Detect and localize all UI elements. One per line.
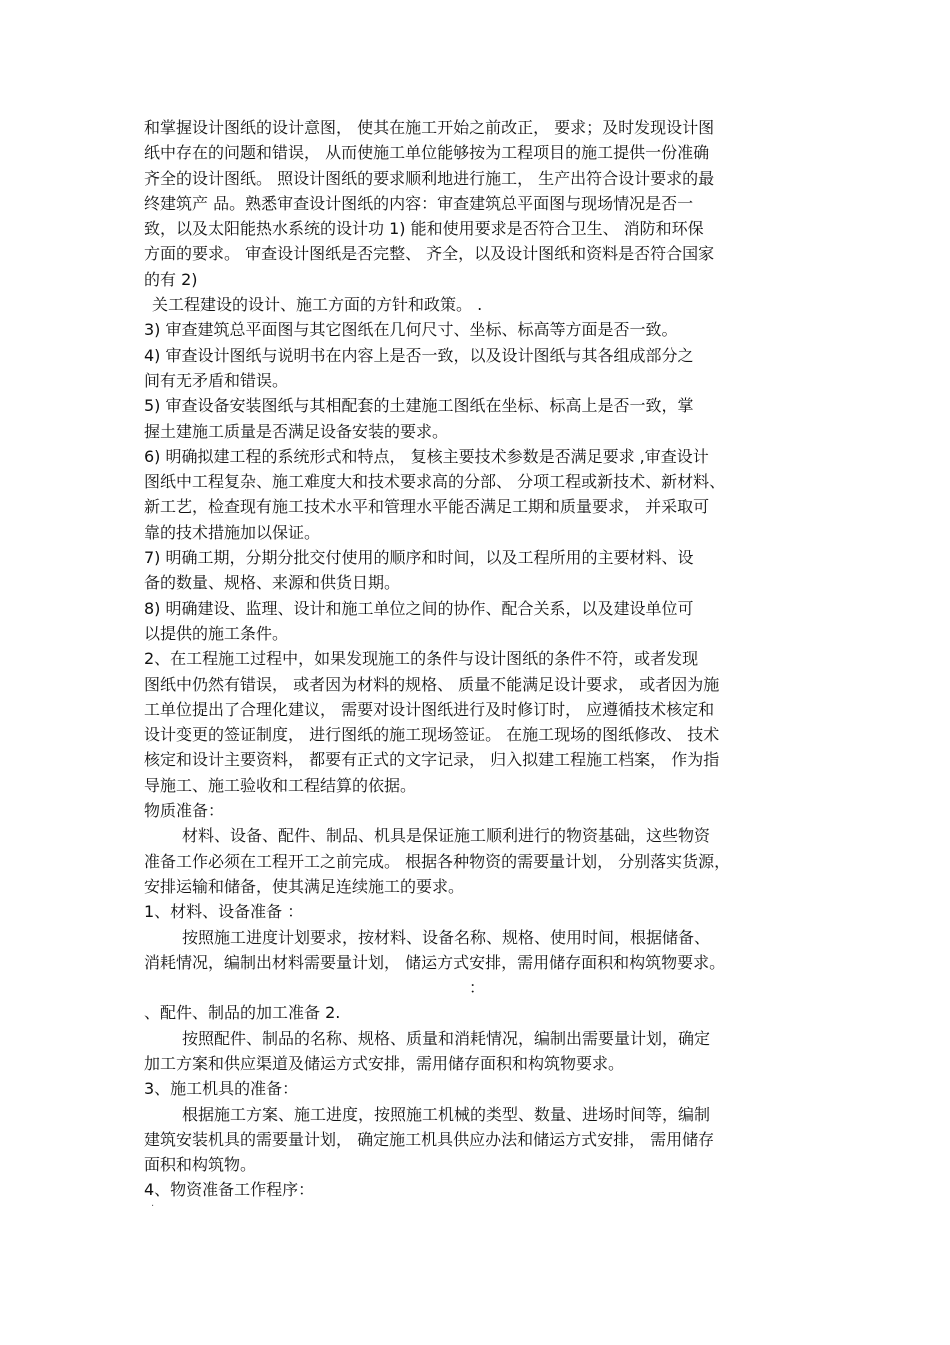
text-line: 建筑安装机具的需要量计划， 确定施工机具供应办法和储运方式安排， 需用储存 (144, 1129, 715, 1149)
text-line: 间有无矛盾和错误。 (144, 370, 289, 390)
text-line: 导施工、施工验收和工程结算的依据。 (144, 775, 417, 795)
text-line: 消耗情况，编制出材料需要量计划， 储运方式安排，需用储存面积和构筑物要求。 (144, 952, 726, 972)
trailing-dot: . (151, 1198, 155, 1209)
list-item-6: 6) 明确拟建工程的系统形式和特点， 复核主要技术参数是否满足要求 ,审查设计 (144, 446, 709, 466)
text-line: 加工方案和供应渠道及储运方式安排，需用储存面积和构筑物要求。 (144, 1053, 625, 1073)
list-item-4: 4) 审查设计图纸与说明书在内容上是否一致，以及设计图纸与其各组成部分之 (144, 345, 694, 365)
subsection-heading-2: 、配件、制品的加工准备 2. (144, 1003, 341, 1023)
text-line: 图纸中工程复杂、施工难度大和技术要求高的分部、 分项工程或新技术、新材料、 (144, 472, 726, 492)
text-line: 纸中存在的问题和错误， 从而使施工单位能够按为工程项目的施工提供一份准确 (144, 143, 710, 163)
text-line: 备的数量、规格、来源和供货日期。 (144, 573, 401, 593)
text-line: 和掌握设计图纸的设计意图， 使其在施工开始之前改正， 要求；及时发现设计图 (144, 118, 715, 137)
text-line: 齐全的设计图纸。 照设计图纸的要求顺利地进行施工， 生产出符合设计要求的最 (144, 168, 715, 188)
text-line: 核定和设计主要资料， 都要有正式的文字记录， 归入拟建工程施工档案， 作为指 (144, 750, 720, 770)
text-line: 关工程建设的设计、施工方面的方针和政策。 . (152, 295, 483, 315)
section-2-line: 2、在工程施工过程中，如果发现施工的条件与设计图纸的条件不符，或者发现 (144, 649, 699, 669)
text-line: 以提供的施工条件。 (144, 623, 289, 643)
stray-colon: ： (469, 978, 486, 998)
text-line: 终建筑产 品。熟悉审查设计图纸的内容：审查建筑总平面图与现场情况是否一 (144, 193, 694, 213)
subsection-heading-4: 4、物资准备工作程序： (144, 1180, 315, 1200)
text-line: 工单位提出了合理化建议， 需要对设计图纸进行及时修订时， 应遵循技术核定和 (144, 699, 715, 719)
list-item-7: 7) 明确工期，分期分批交付使用的顺序和时间，以及工程所用的主要材料、设 (144, 548, 694, 568)
text-line: 新工艺，检查现有施工技术水平和管理水平能否满足工期和质量要求， 并采取可 (144, 497, 710, 517)
text-line: 致，以及太阳能热水系统的设计功 1) 能和使用要求是否符合卫生、 消防和环保 (144, 219, 704, 239)
text-line: 安排运输和储备，使其满足连续施工的要求。 (144, 876, 465, 896)
text-line: 准备工作必须在工程开工之前完成。 根据各种物资的需要量计划， 分别落实货源， (144, 851, 731, 871)
subsection-heading-1: 1、材料、设备准备 ： (144, 902, 304, 922)
section-heading: 物质准备： (144, 801, 225, 821)
list-item-3: 3) 审查建筑总平面图与其它图纸在几何尺寸、坐标、标高等方面是否一致。 (144, 320, 678, 340)
text-line: 方面的要求。 审查设计图纸是否完整、 齐全，以及设计图纸和资料是否符合国家 (144, 244, 715, 264)
paragraph-first-line: 按照施工进度计划要求，按材料、设备名称、规格、使用时间，根据储备、 (182, 927, 711, 947)
paragraph-first-line: 材料、设备、配件、制品、机具是保证施工顺利进行的物资基础，这些物资 (182, 826, 711, 846)
list-item-5: 5) 审查设备安装图纸与其相配套的土建施工图纸在坐标、标高上是否一致，掌 (144, 396, 694, 416)
text-line: 设计变更的签证制度， 进行图纸的施工现场签证。 在施工现场的图纸修改、 技术 (144, 725, 720, 745)
paragraph-first-line: 根据施工方案、施工进度，按照施工机械的类型、数量、进场时间等，编制 (182, 1104, 711, 1124)
subsection-heading-3: 3、施工机具的准备： (144, 1079, 299, 1099)
list-item-8: 8) 明确建设、监理、设计和施工单位之间的协作、配合关系，以及建设单位可 (144, 598, 694, 618)
text-line: 的有 2) (144, 269, 198, 289)
text-line: 图纸中仍然有错误， 或者因为材料的规格、 质量不能满足设计要求， 或者因为施 (144, 674, 720, 694)
text-line: 面积和构筑物。 (144, 1155, 257, 1175)
text-line: 靠的技术措施加以保证。 (144, 522, 321, 542)
text-line: 握土建施工质量是否满足设备安装的要求。 (144, 421, 449, 441)
paragraph-first-line: 按照配件、制品的名称、规格、质量和消耗情况，编制出需要量计划，确定 (182, 1028, 711, 1048)
document-body (144, 115, 816, 1203)
